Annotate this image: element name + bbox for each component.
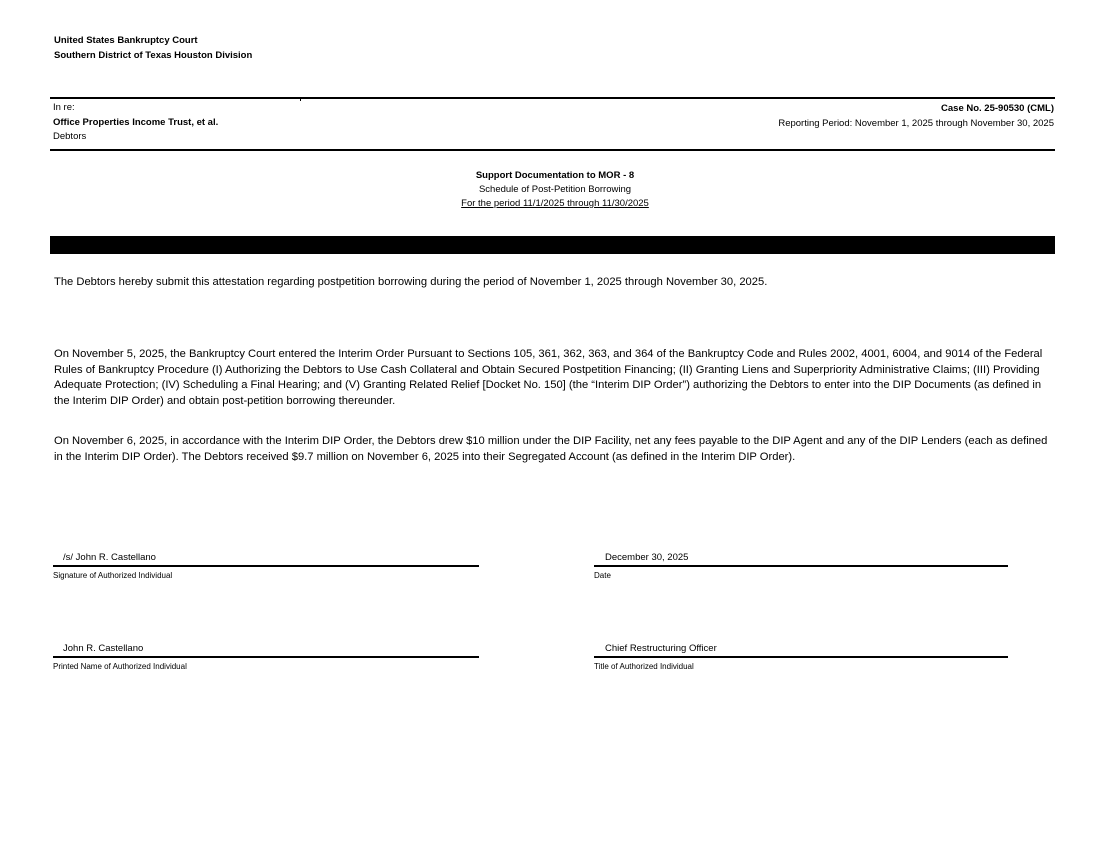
case-info <box>778 101 1054 131</box>
attestation-text: The Debtors hereby submit this attestation regarding postpetition borrowing during the period of November 1, 2025 through November 30, 2025. <box>54 276 768 288</box>
case-number: Case No. 25-90530 (CML) <box>941 103 1054 114</box>
signature-line <box>53 565 479 567</box>
debtors-label: Debtors <box>53 131 87 142</box>
case-caption <box>53 101 218 145</box>
dip-draw-paragraph: On November 6, 2025, in accordance with the Interim DIP Order, the Debtors drew $10 million under the DIP Facility, net any fees payable to the DIP Agent and any of the DIP Lenders (each as defined in the Interim DIP Order). The Debtors received $9.7 million on November 6, 2025 into their Segregated Account (as defined in the Interim DIP Order). <box>54 435 1048 463</box>
court-district: Southern District of Texas Houston Division <box>54 50 253 61</box>
title-label: Title of Authorized Individual <box>594 662 694 671</box>
court-name: United States Bankruptcy Court <box>54 35 198 46</box>
date-line <box>594 565 1008 567</box>
printed-name-line <box>53 656 479 658</box>
debtor-name: Office Properties Income Trust, et al. <box>53 116 219 128</box>
schedule-subheading: Schedule of Post-Petition Borrowing <box>478 184 632 195</box>
signature-value: /s/ John R. Castellano <box>63 552 156 563</box>
header-rule-tick <box>300 97 301 101</box>
title-line <box>594 656 1008 658</box>
signature-label: Signature of Authorized Individual <box>53 571 173 580</box>
printed-name-value: John R. Castellano <box>63 643 144 654</box>
header-top-rule <box>50 97 1055 99</box>
section-divider-bar <box>50 236 1055 254</box>
printed-name-label: Printed Name of Authorized Individual <box>53 662 187 671</box>
header-bottom-rule <box>50 149 1055 151</box>
in-re-label: In re: <box>53 102 75 113</box>
schedule-heading: Support Documentation to MOR - 8 <box>475 170 635 181</box>
court-heading <box>54 33 252 63</box>
date-value: December 30, 2025 <box>605 552 689 563</box>
schedule-title <box>0 169 1097 211</box>
interim-order-paragraph: On November 5, 2025, the Bankruptcy Court entered the Interim Order Pursuant to Sections 105, 361, 362, 363, and 364 of the Bankruptcy Code and Rules 2002, 4001, 6004, and 9014 of the Federal Rules of Bankruptcy Procedure (I) Authorizing the Debtors to Use Cash Collateral and Obtain Secured Postpetition Financing; (II) Granting Liens and Superpriority Administrative Claims; (III) Providing Adequate Protection; (IV) Scheduling a Final Hearing; and (V) Granting Related Relief [Docket No. 150] (the “Interim DIP Order”) authorizing the Debtors to enter into the DIP Documents (as defined in the Interim DIP Order) and obtain post-petition borrowing thereunder. <box>54 348 1043 407</box>
title-value: Chief Restructuring Officer <box>605 643 717 654</box>
reporting-period: Reporting Period: November 1, 2025 through November 30, 2025 <box>778 118 1054 129</box>
date-label: Date <box>594 571 611 580</box>
schedule-period: For the period 11/1/2025 through 11/30/2025 <box>461 198 649 209</box>
